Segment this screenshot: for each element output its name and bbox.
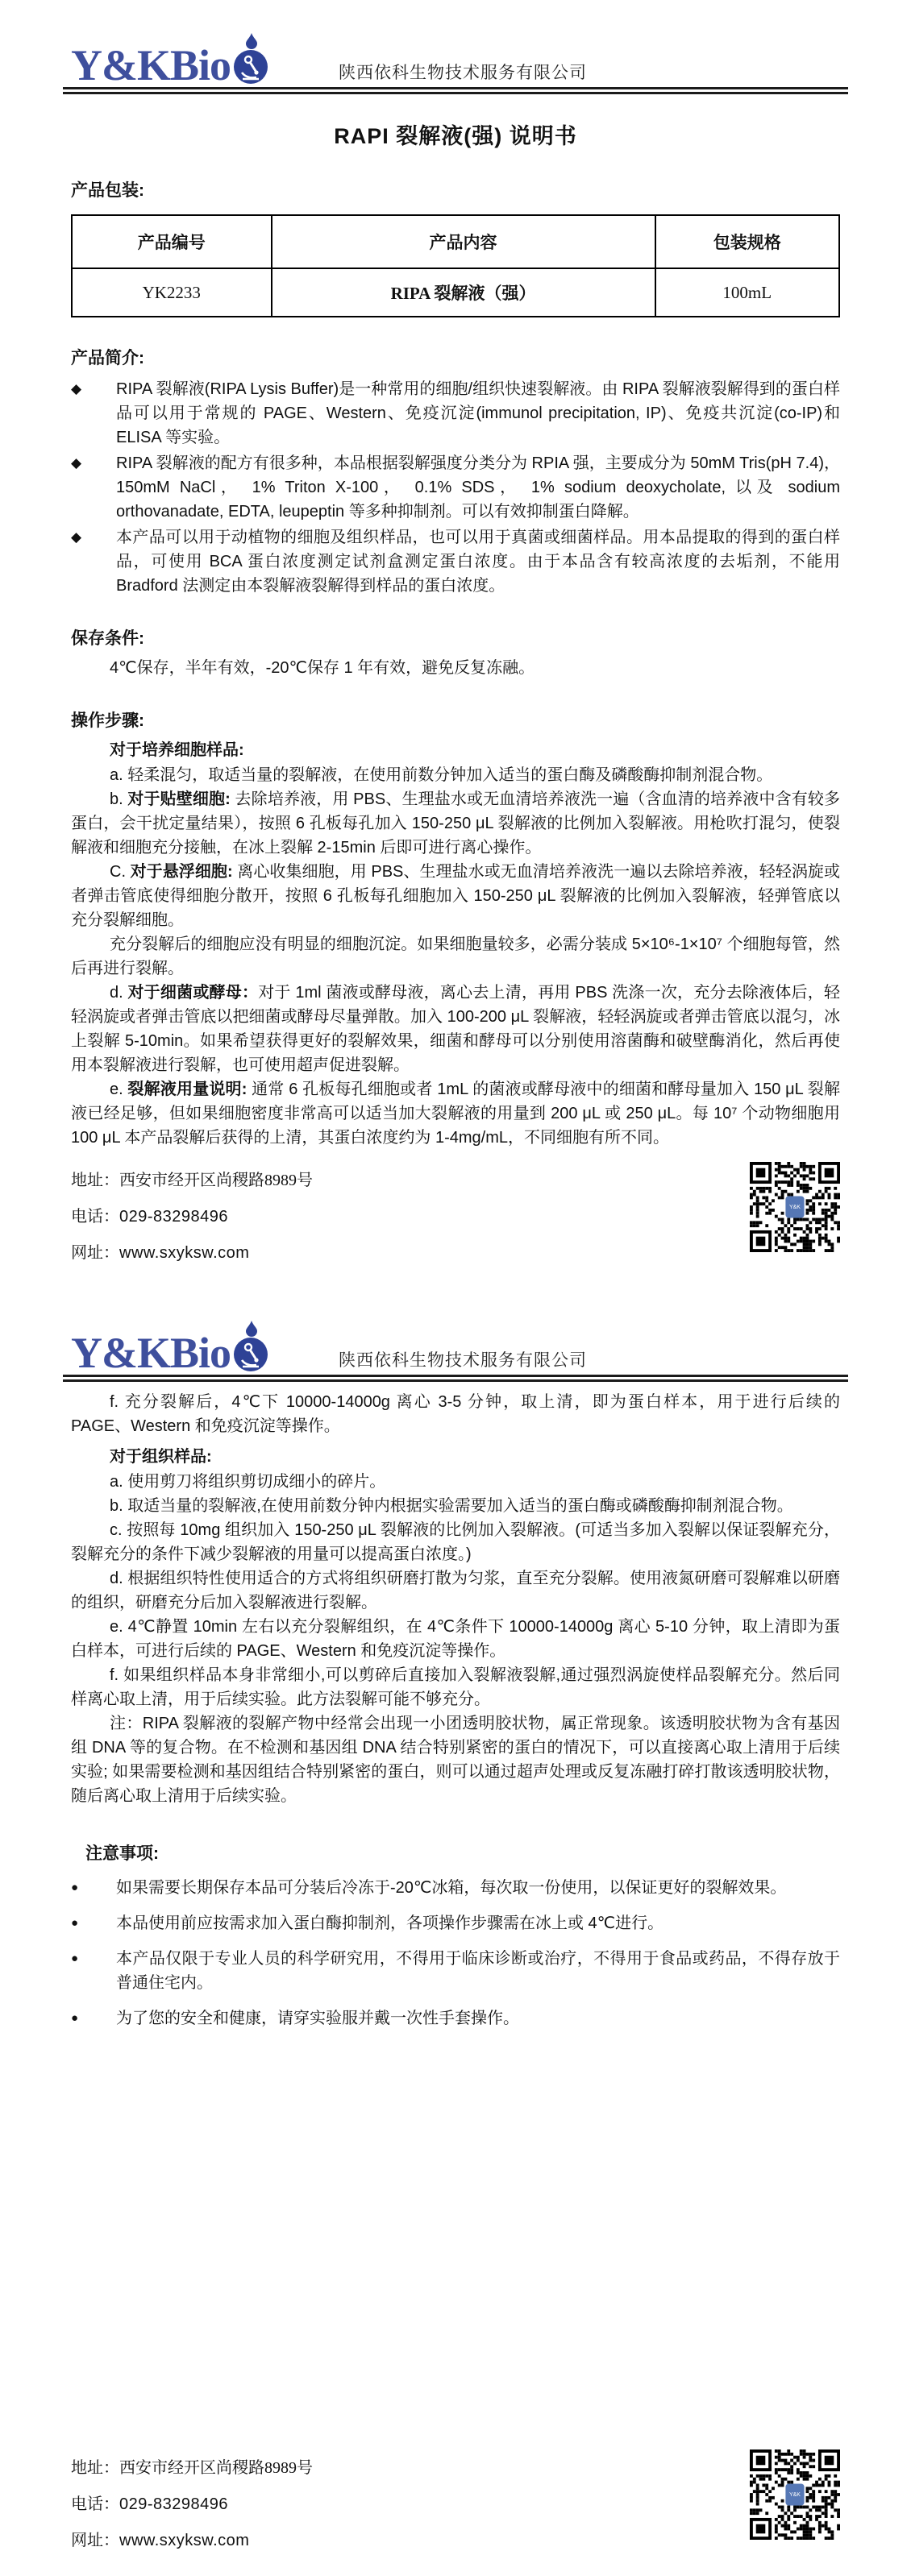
section-label-notes: 注意事项: [85,1844,159,1863]
step-paragraph [71,1077,840,1150]
qr-code [750,1162,840,1252]
section-label-intro: 产品简介: [71,349,144,367]
diamond-icon: ◆ [71,455,82,471]
step-text: 去除培养液，用 PBS、生理盐水或无血清培养液洗一遍（含血清的培养液中含有较多蛋白，会干扰定量结果），按照 6 孔板每孔加入 150-250 μL 裂解液的比例加入裂解液。用枪吹打混匀，使裂解液和细胞充分接触，在冰上裂解 2-15min 后即可进行离心操作。 [71,790,840,857]
cultured-cells-steps [71,763,840,1150]
step-prefix: b. [110,1497,128,1515]
step-text: 使用剪刀将组织剪切成细小的碎片。 [127,1473,386,1491]
tissue-steps [71,1470,840,1808]
step-text: 按照每 10mg 组织加入 150-250 μL 裂解液的比例加入裂解液。(可适当多加入裂解以保证裂解充分，裂解充分的条件下减少裂解液的用量可以提高蛋白浓度。) [71,1521,840,1563]
step-paragraph [71,1518,840,1566]
section-label-packaging: 产品包装: [71,181,144,200]
step-paragraph [71,1494,840,1518]
table-header-cell: 产品内容 [272,215,655,268]
step-text: 对于 1ml 菌液或酵母液，离心去上清，再用 PBS 洗涤一次，充分去除液体后，轻轻涡旋或者弹击管底以把细菌或酵母尽量弹散。加入 100-200 μL 裂解液，轻轻涡旋或者弹击管底以混匀，冰上裂解 5-10min。如果希望获得更好的裂解效果，细菌和酵母可以分别使用溶菌酶和破壁酶消化，然后再使用本裂解液进行裂解，也可使用超声促进裂解。 [71,984,840,1074]
product-table [71,214,840,317]
step-paragraph [71,1566,840,1615]
page-header [71,0,840,87]
step-text: 离心收集细胞，用 PBS、生理盐水或无血清培养液洗一遍以去除培养液，轻轻涡旋或者弹击管底使得细胞分散开，按照 6 孔板每孔细胞加入 150-250 μL 裂解液的比例加入裂解液，轻弹管底以充分裂解细胞。 [71,863,840,929]
sub-label-tissue: 对于组织样品: [110,1448,212,1466]
company-logo [71,41,269,89]
intro-bullet-list [71,377,840,598]
intro-bullet-text: 本产品可以用于动植物的细胞及组织样品，也可以用于真菌或细菌样品。用本品提取的得到的蛋白样品，可使用 BCA 蛋白浓度测定试剂盒测定蛋白浓度。由于本品含有较高浓度的去垢剂，不能用 Bradford 法测定由本裂解液裂解得到样品的蛋白浓度。 [116,529,840,595]
table-header-cell: 产品编号 [72,215,272,268]
step-prefix: a. [110,766,128,784]
step-text: 充分裂解后的细胞应没有明显的细胞沉淀。如果细胞量较多，必需分装成 5×10⁶-1×10⁷ 个细胞每管，然后再进行裂解。 [71,935,840,977]
table-header-row [72,215,839,268]
step-paragraph [71,1711,840,1808]
step-text: 如果组织样品本身非常细小,可以剪碎后直接加入裂解液裂解,通过强烈涡旋使样品裂解充分。然后同样离心取上清，用于后续实验。此方法裂解可能不够充分。 [71,1666,840,1708]
footer-address: 地址：西安市经开区尚稷路8989号 [71,2459,313,2477]
svg-text:Y&K: Y&K [789,1204,801,1210]
footer-phone: 电话：029-83298496 [71,2495,229,2513]
step-bold-label: 对于贴壁细胞: [127,790,231,808]
step-text: RIPA 裂解液的裂解产物中经常会出现一小团透明胶状物，属正常现象。该透明胶状物为含有基因组 DNA 等的复合物。在不检测和基因组 DNA 结合特别紧密的蛋白的情况下，可以直接离心取上清用于后续实验; 如果需要检测和基因组结合特别紧密的蛋白，则可以通过超声处理或反复冻融打碎打散该透明胶状物，随后离心取上清用于后续实验。 [71,1715,840,1805]
company-name: 陕西依科生物技术服务有限公司 [339,64,588,82]
svg-text:Y&K: Y&K [789,2491,801,2498]
page-header [71,1288,840,1375]
note-item [71,2006,840,2031]
diamond-icon: ◆ [71,381,82,396]
note-text: 如果需要长期保存本品可分装后冷冻于-20℃冰箱，每次取一份使用，以保证更好的裂解效果。 [116,1879,787,1897]
page-title: RAPI 裂解液(强) 说明书 [334,124,577,148]
notes-list [71,1876,840,2031]
footer-website: 网址：www.sxyksw.com [71,2532,250,2549]
page-footer [71,2454,840,2559]
step-prefix: e. [110,1081,128,1098]
table-cell: RIPA 裂解液（强） [272,268,655,317]
logo-text: Y&KBio [71,41,231,89]
qr-code [750,2449,840,2540]
intro-bullet [71,451,840,524]
droplet-icon [245,33,258,49]
table-row [72,268,839,317]
step-prefix: 注： [110,1715,143,1732]
step-text: 4℃静置 10min 左右以充分裂解组织，在 4℃条件下 10000-14000g 离心 5-10 分钟，取上清即为蛋白样本，可进行后续的 PAGE、Western 和免疫沉淀等操作。 [71,1618,840,1660]
step-paragraph [71,763,840,787]
step-paragraph [71,981,840,1077]
footer-address: 地址：西安市经开区尚稷路8989号 [71,1172,313,1189]
diamond-icon: ◆ [71,529,82,545]
step-prefix: c. [110,1521,127,1539]
sub-label-cultured-cells: 对于培养细胞样品: [110,741,244,759]
note-text: 为了您的安全和健康，请穿实验服并戴一次性手套操作。 [116,2010,519,2027]
step-paragraph [71,1470,840,1494]
step-paragraph [71,932,840,981]
step-bold-label: 对于细菌或酵母： [127,984,259,1002]
logo-text: Y&KBio [71,1329,231,1377]
section-label-storage: 保存条件: [71,629,144,648]
step-paragraph [71,1663,840,1711]
dot-icon: ● [71,1952,79,1965]
company-name: 陕西依科生物技术服务有限公司 [339,1351,588,1370]
step-text: 根据组织特性使用适合的方式将组织研磨打散为匀浆，直至充分裂解。使用液氮研磨可裂解难以研磨的组织，研磨充分后加入裂解液进行裂解。 [71,1570,840,1612]
step-bold-label: 对于悬浮细胞: [130,863,233,881]
microscope-icon [232,48,269,85]
step-paragraph [71,1615,840,1663]
droplet-icon [245,1321,258,1337]
step-text: 取适当量的裂解液,在使用前数分钟内根据实验需要加入适当的蛋白酶或磷酸酶抑制剂混合物。 [127,1497,793,1515]
step-prefix: a. [110,1473,128,1491]
table-header-cell: 包装规格 [655,215,839,268]
step-prefix: d. [110,1570,128,1587]
step-prefix: b. [110,790,128,808]
table-cell: 100mL [655,268,839,317]
intro-bullet-text: RIPA 裂解液的配方有很多种，本品根据裂解强度分类分为 RPIA 强，主要成分为 50mM Tris(pH 7.4)， 150mM NaCl， 1% Triton X-100， 0.1% SDS， 1% sodium deoxycholate, 以及 sodium orthovanadate, EDTA, leupeptin 等多种抑制剂。可以有效抑制蛋白降解。 [116,454,840,521]
step-paragraph-f: f. 充分裂解后，4℃下 10000-14000g 离心 3-5 分钟，取上清，即为蛋白样本，用于进行后续的 PAGE、Western 和免疫沉淀等操作。 [71,1393,841,1435]
intro-bullet-text: RIPA 裂解液(RIPA Lysis Buffer)是一种常用的细胞/组织快速裂解液。由 RIPA 裂解液裂解得到的蛋白样品可以用于常规的 PAGE、Western、免疫沉淀(immunol precipitation, IP)、免疫共沉淀(co-IP)和 ELISA 等实验。 [116,380,840,446]
step-paragraph [71,787,840,860]
dot-icon: ● [71,2011,79,2025]
step-prefix: f. [110,1666,124,1684]
footer-phone: 电话：029-83298496 [71,1208,229,1226]
intro-bullet [71,377,840,450]
note-text: 本产品仅限于专业人员的科学研究用，不得用于临床诊断或治疗，不得用于食品或药品，不得存放于普通住宅内。 [116,1950,840,1992]
table-cell: YK2233 [72,268,272,317]
note-text: 本品使用前应按需求加入蛋白酶抑制剂，各项操作步骤需在冰上或 4℃进行。 [116,1914,664,1932]
section-label-steps: 操作步骤: [71,711,144,730]
company-logo [71,1331,269,1375]
step-prefix: C. [110,863,131,881]
step-bold-label: 裂解液用量说明: [127,1081,248,1098]
step-prefix: d. [110,984,128,1002]
note-item [71,1947,840,1995]
dot-icon: ● [71,1881,79,1894]
intro-bullet [71,525,840,598]
step-text: 轻柔混匀，取适当量的裂解液，在使用前数分钟加入适当的蛋白酶及磷酸酶抑制剂混合物。 [127,766,773,784]
storage-text: 4℃保存，半年有效，-20℃保存 1 年有效，避免反复冻融。 [110,659,535,677]
note-item [71,1911,840,1935]
microscope-icon [232,1336,269,1373]
footer-website: 网址：www.sxyksw.com [71,1244,250,1262]
step-text: 通常 6 孔板每孔细胞或者 1mL 的菌液或酵母液中的细菌和酵母量加入 150 μL 裂解液已经足够，但如果细胞密度非常高可以适当加大裂解液的用量到 200 μL 或 250 μL。每 10⁷ 个动物细胞用 100 μL 本产品裂解后获得的上清，其蛋白浓度约为 1-4mg/mL，不同细胞有所不同。 [71,1081,840,1147]
page-2 [0,1288,911,2575]
step-prefix: e. [110,1618,128,1636]
dot-icon: ● [71,1916,79,1930]
step-paragraph [71,860,840,932]
note-item [71,1876,840,1900]
page-footer [71,1167,840,1271]
